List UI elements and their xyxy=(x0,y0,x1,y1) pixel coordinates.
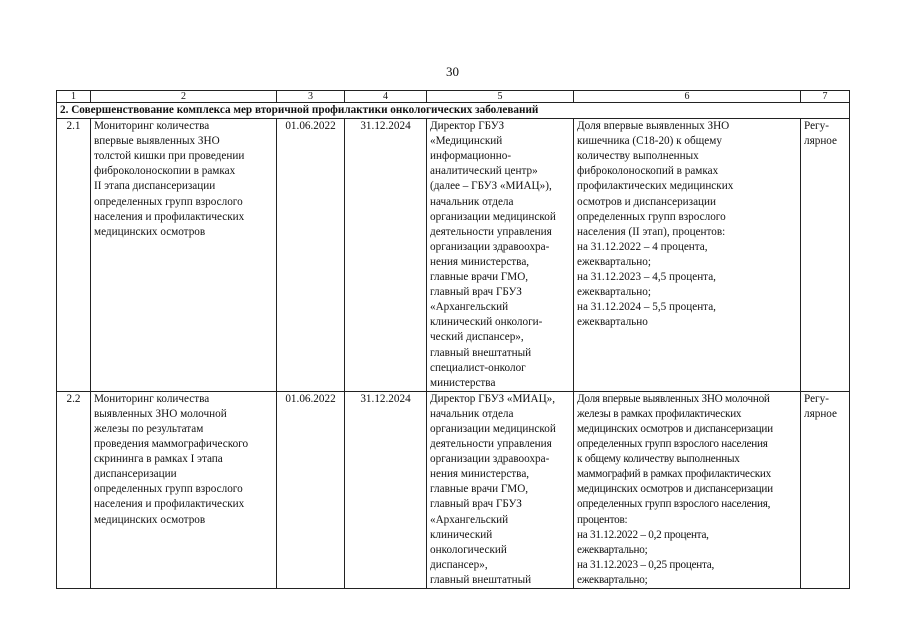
periodicity-cell: Регу- лярное xyxy=(801,119,850,392)
column-number: 7 xyxy=(801,91,850,103)
responsible-cell: Директор ГБУЗ «Медицинский информационно- аналитический центр» (далее – ГБУЗ «МИАЦ»), начальник отдела организации медицинской деятельности управления организации здравоохра- нения министерства, главные врачи ГМО, главный врач ГБУЗ «Архангельский клинический онкологи- ческий диспансер», главный внештатный специалист-онколог министерства xyxy=(427,119,574,392)
column-number: 2 xyxy=(91,91,277,103)
column-number-row xyxy=(57,91,850,103)
column-number: 4 xyxy=(345,91,427,103)
column-number: 5 xyxy=(427,91,574,103)
end-date: 31.12.2024 xyxy=(345,391,427,588)
start-date: 01.06.2022 xyxy=(277,119,345,392)
indicator-cell: Доля впервые выявленных ЗНО молочной железы в рамках профилактических медицинских осмотров и диспансеризации определенных групп взрослого населения к общему количеству выполненных маммографий в рамках профилактических медицинских осмотров и диспансеризации определенных групп взрослого населения, процентов: на 31.12.2022 – 0,2 процента, ежеквартально; на 31.12.2023 – 0,25 процента, ежеквартально; xyxy=(574,391,801,588)
table-row xyxy=(57,391,850,588)
start-date: 01.06.2022 xyxy=(277,391,345,588)
measure-cell: Мониторинг количества выявленных ЗНО молочной железы по результатам проведения маммографического скрининга в рамках I этапа диспансеризации определенных групп взрослого населения и профилактических медицинских осмотров xyxy=(91,391,277,588)
periodicity-cell: Регу- лярное xyxy=(801,391,850,588)
column-number: 3 xyxy=(277,91,345,103)
row-number: 2.1 xyxy=(57,119,91,392)
section-row xyxy=(57,103,850,119)
table-row xyxy=(57,119,850,392)
column-number: 6 xyxy=(574,91,801,103)
responsible-cell: Директор ГБУЗ «МИАЦ», начальник отдела организации медицинской деятельности управления организации здравоохра- нения министерства, главные врачи ГМО, главный врач ГБУЗ «Архангельский клинический онкологический диспансер», главный внештатный xyxy=(427,391,574,588)
section-title: 2. Совершенствование комплекса мер вторичной профилактики онкологических заболеваний xyxy=(57,103,850,119)
page-number: 30 xyxy=(446,64,459,79)
row-number: 2.2 xyxy=(57,391,91,588)
indicator-cell: Доля впервые выявленных ЗНО кишечника (С18-20) к общему количеству выполненных фиброколоноскопий в рамках профилактических медицинских осмотров и диспансеризации определенных групп взрослого населения (II этап), процентов: на 31.12.2022 – 4 процента, ежеквартально; на 31.12.2023 – 4,5 процента, ежеквартально; на 31.12.2024 – 5,5 процента, ежеквартально xyxy=(574,119,801,392)
column-number: 1 xyxy=(57,91,91,103)
end-date: 31.12.2024 xyxy=(345,119,427,392)
measures-table xyxy=(56,90,850,589)
measure-cell: Мониторинг количества впервые выявленных ЗНО толстой кишки при проведении фиброколоноскопии в рамках II этапа диспансеризации определенных групп взрослого населения и профилактических медицинских осмотров xyxy=(91,119,277,392)
